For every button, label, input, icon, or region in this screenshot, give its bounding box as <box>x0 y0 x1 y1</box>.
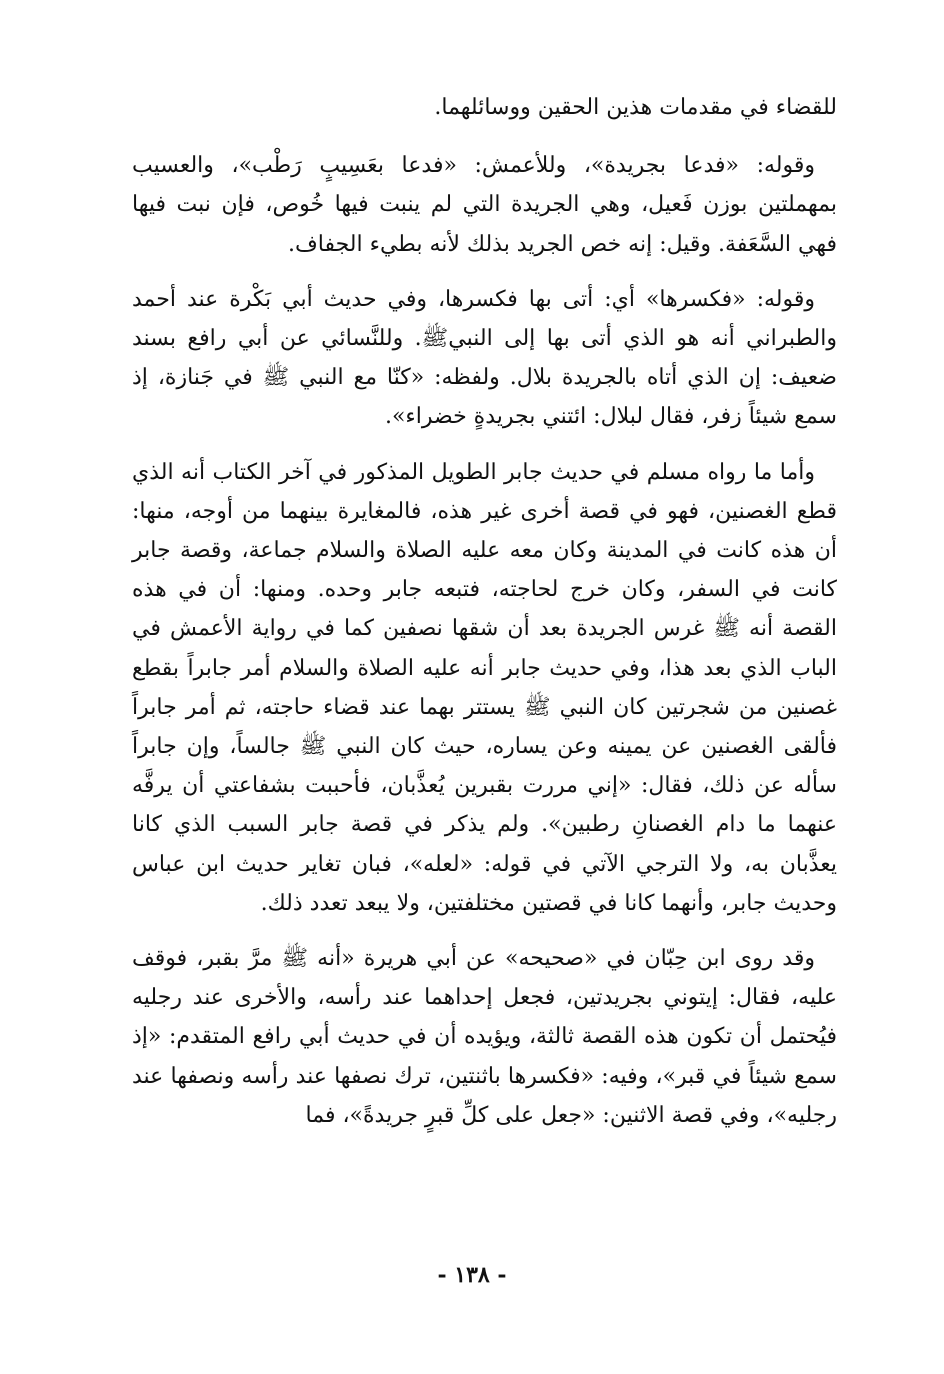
paragraph-1: للقضاء في مقدمات هذين الحقين ووسائلهما. <box>434 95 837 120</box>
document-page <box>132 88 837 1298</box>
paragraph-2: وقوله: «فدعا بجريدة»، وللأعمش: «فدعا بعَسِيبٍ رَطْب»، والعسيب بمهملتين بوزن فَعيل، وهي الجريدة التي لم ينبت فيها خُوص، فإن نبت فيها فهي السَّعَفة. وقيل: إنه خص الجريد بذلك لأنه بطيء الجفاف. <box>132 153 837 257</box>
page-number: - ١٣٨ - <box>437 1262 507 1288</box>
paragraph-5: وقد روى ابن حِبّان في «صحيحه» عن أبي هريرة «أنه ﷺ مرَّ بقبر، فوقف عليه، فقال: إيتوني بجريدتين، فجعل إحداهما عند رأسه، والأخرى عند رجليه فيُحتمل أن تكون هذه القصة ثالثة، ويؤيده أن في حديث أبي رافع المتقدم: «إذ سمع شيئاً في قبر»، وفيه: «فكسرها باثنتين، ترك نصفها عند رأسه ونصفها عند رجليه»، وفي قصة الاثنين: «جعل على كلِّ قبرٍ جريدةً»، فما <box>132 946 837 1128</box>
paragraph-3: وقوله: «فكسرها» أي: أتى بها فكسرها، وفي حديث أبي بَكْرة عند أحمد والطبراني أنه هو الذي أتى بها إلى النبيﷺ. وللنَّسائي عن أبي رافع بسند ضعيف: إن الذي أتاه بالجريدة بلال. ولفظه: «كنّا مع النبي ﷺ في جَنازة، إذ سمع شيئاً زفر، فقال لبلال: ائتني بجريدةٍ خضراء». <box>132 286 837 430</box>
paragraph-4: وأما ما رواه مسلم في حديث جابر الطويل المذكور في آخر الكتاب أنه الذي قطع الغصنين، فهو في قصة أخرى غير هذه، فالمغايرة بينهما من أوجه، منها: أن هذه كانت في المدينة وكان معه عليه الصلاة والسلام جماعة، وقصة جابر كانت في السفر، وكان خرج لحاجته، فتبعه جابر وحده. ومنها: أن في هذه القصة أنه ﷺ غرس الجريدة بعد أن شقها نصفين كما في رواية الأعمش في الباب الذي بعد هذا، وفي حديث جابر أنه عليه الصلاة والسلام أمر جابراً بقطع غصنين من شجرتين كان النبي ﷺ يستتر بهما عند قضاء حاجته، ثم أمر جابراً فألقى الغصنين عن يمينه وعن يساره، حيث كان النبي ﷺ جالساً، وإن جابراً سأله عن ذلك، فقال: «إني مررت بقبرين يُعذَّبان، فأحببت بشفاعتي أن يرفَّه عنهما ما دام الغصنانِ رطبين». ولم يذكر في قصة جابر السبب الذي كانا يعذَّبان به، ولا الترجي الآتي في قوله: «لعله»، فبان تغاير حديث ابن عباس وحديث جابر، وأنهما كانا في قصتين مختلفتين، ولا يبعد تعدد ذلك. <box>132 459 837 916</box>
